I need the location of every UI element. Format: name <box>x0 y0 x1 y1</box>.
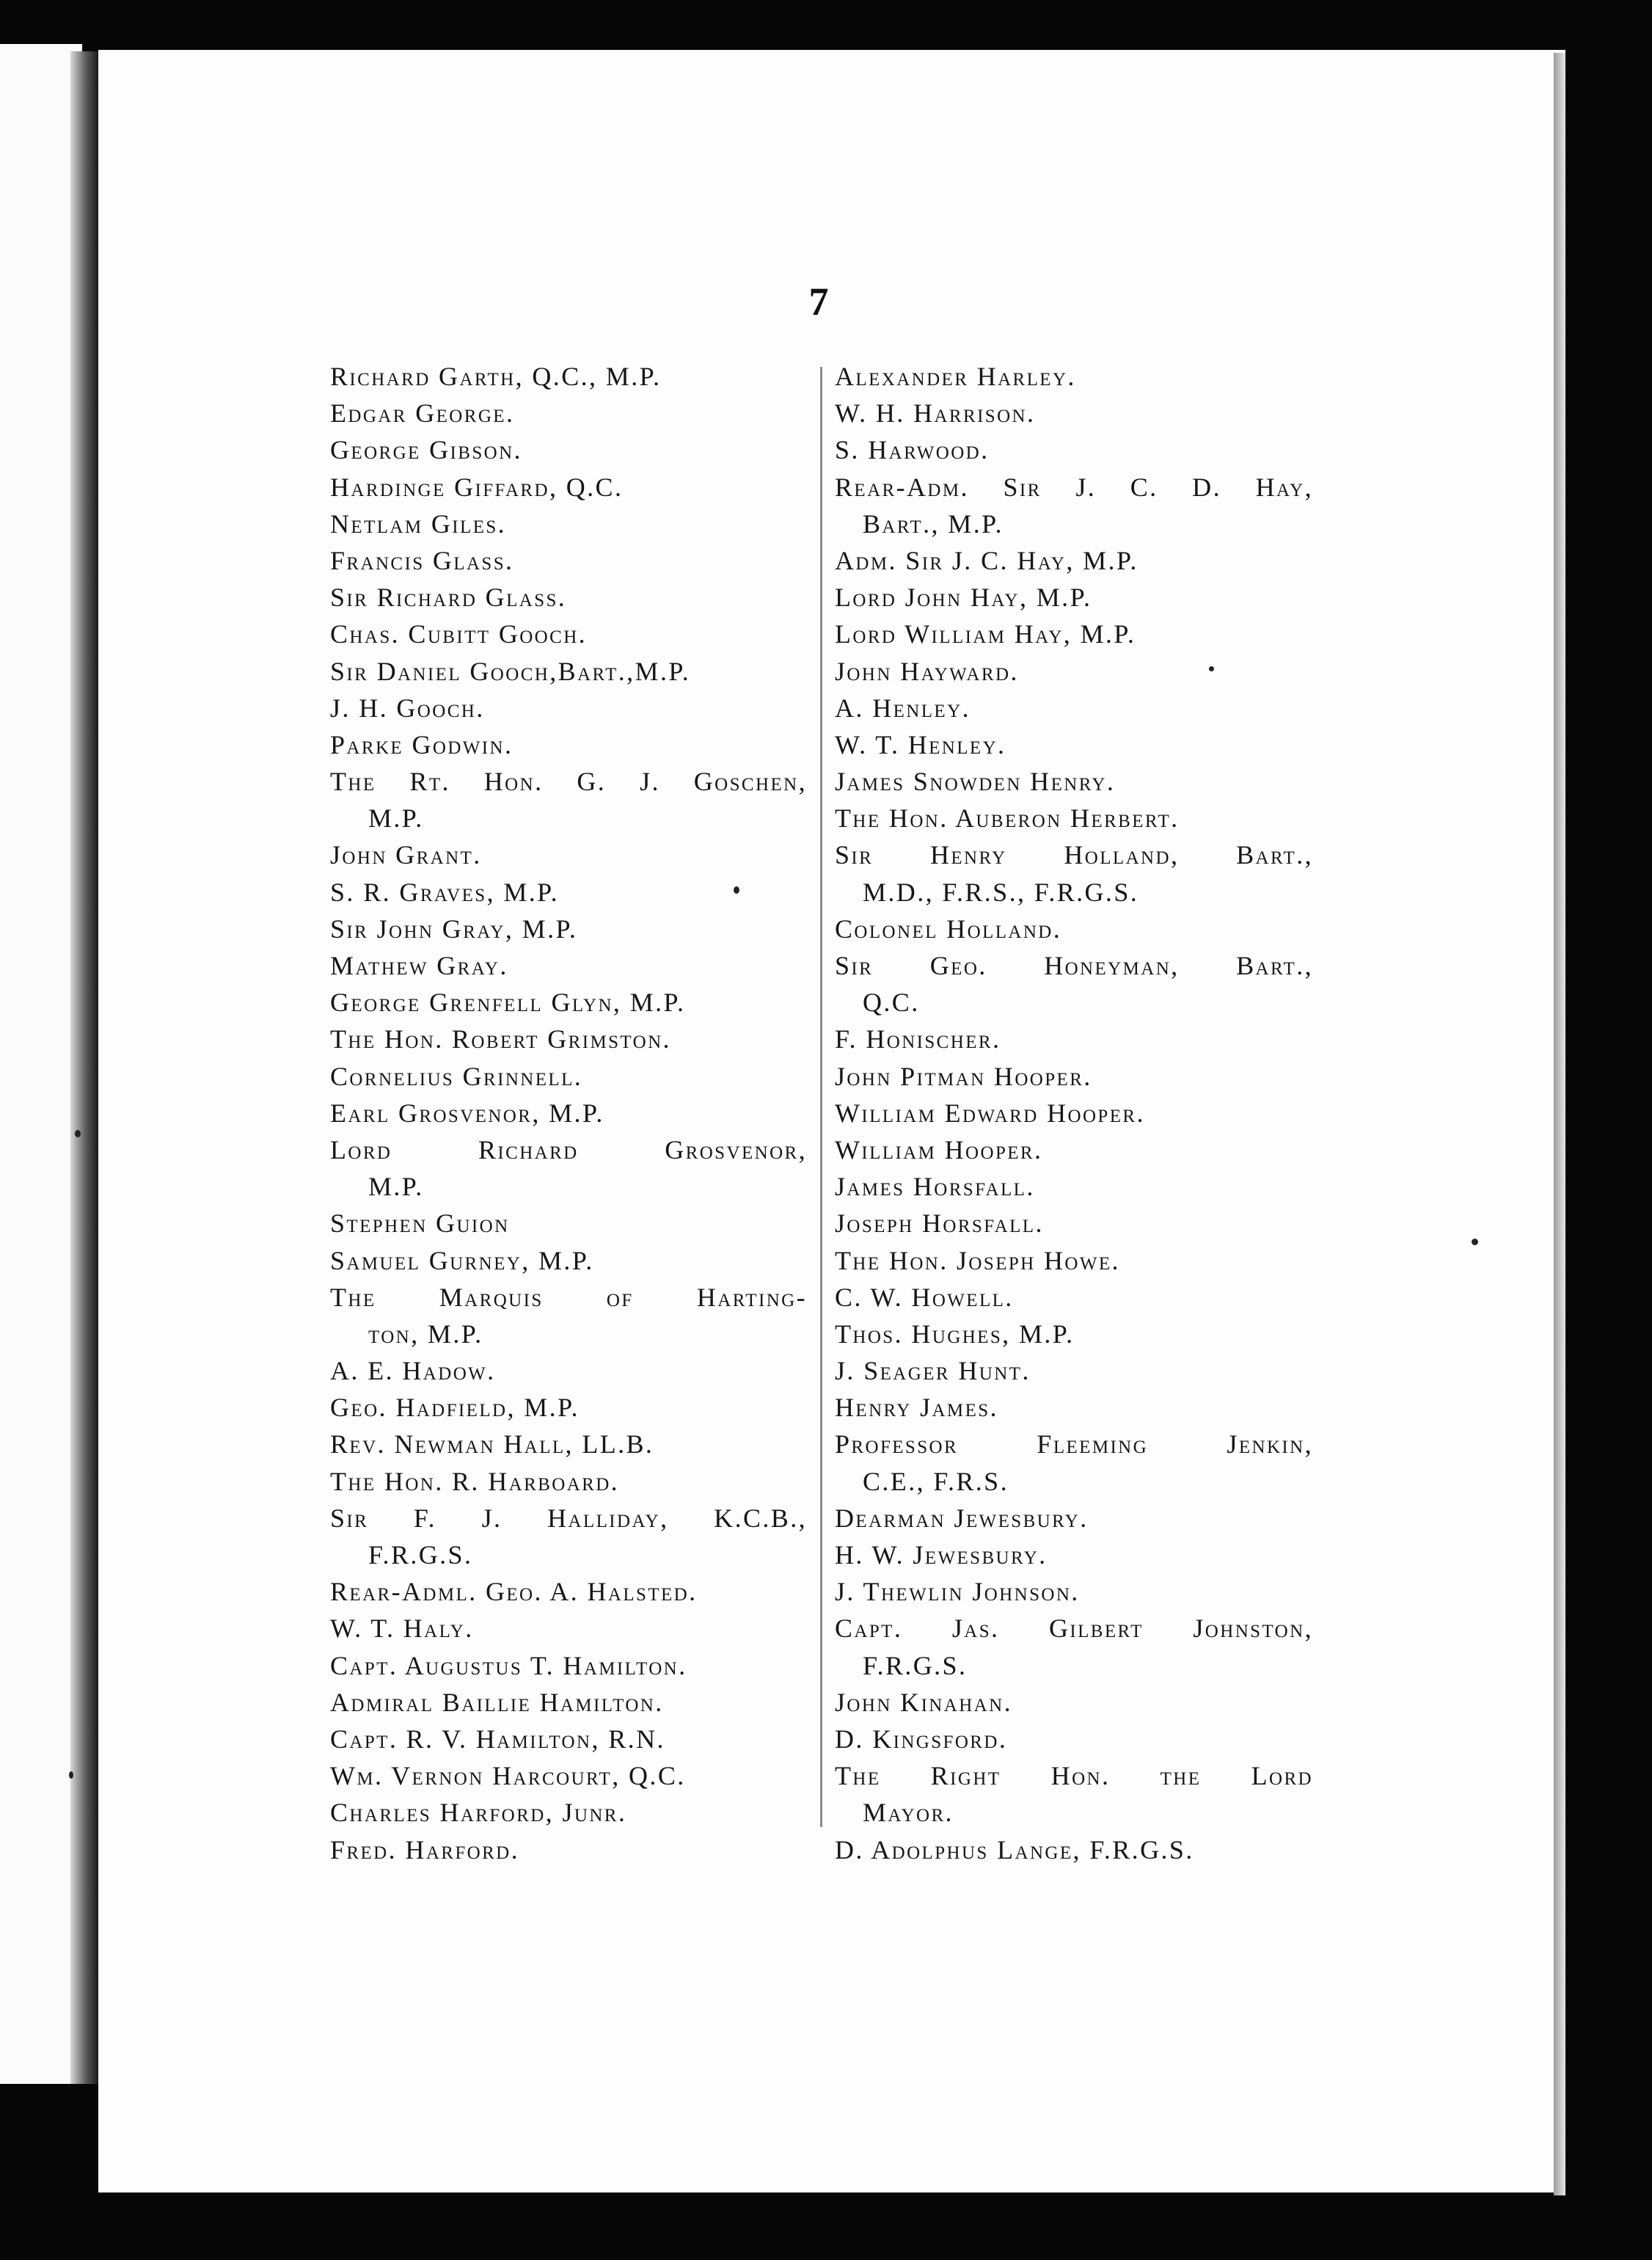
list-entry: Charles Harford, Junr. <box>330 1798 627 1828</box>
list-entry: Francis Glass. <box>330 545 514 575</box>
binding-shadow <box>70 51 98 2084</box>
subscriber-list-right-column <box>829 358 1313 1868</box>
list-entry: Sir Geo. Honeyman, Bart., <box>835 951 1313 980</box>
list-entry: Hardinge Giffard, Q.C. <box>330 472 624 502</box>
ink-speck <box>69 1771 73 1779</box>
list-entry: Rear-Adm. Sir J. C. D. Hay, <box>835 472 1313 502</box>
list-entry: Dearman Jewesbury. <box>835 1503 1089 1533</box>
list-entry: John Grant. <box>330 840 482 870</box>
list-entry: Thos. Hughes, M.P. <box>835 1319 1075 1349</box>
list-entry: John Hayward. <box>835 656 1019 686</box>
list-entry: Fred. Harford. <box>330 1834 520 1864</box>
list-entry: J. H. Gooch. <box>330 693 485 723</box>
list-entry: D. Kingsford. <box>835 1724 1008 1754</box>
list-entry: Chas. Cubitt Gooch. <box>330 619 588 649</box>
list-entry: Sir Daniel Gooch,Bart.,M.P. <box>330 656 691 686</box>
list-entry: Wm. Vernon Harcourt, Q.C. <box>330 1761 686 1791</box>
list-entry: Capt. R. V. Hamilton, R.N. <box>330 1724 665 1754</box>
list-entry-continuation: M.D., F.R.S., F.R.G.S. <box>863 877 1139 907</box>
list-entry: James Horsfall. <box>835 1172 1035 1202</box>
list-entry: Parke Godwin. <box>330 729 513 759</box>
list-entry: H. W. Jewesbury. <box>835 1540 1048 1570</box>
list-entry: Lord John Hay, M.P. <box>835 583 1092 613</box>
list-entry: The Marquis of Harting- <box>330 1282 807 1312</box>
list-entry-continuation: M.P. <box>368 1172 424 1202</box>
list-entry: W. H. Harrison. <box>835 398 1036 429</box>
list-entry: W. T. Haly. <box>330 1614 474 1644</box>
list-entry: D. Adolphus Lange, F.R.G.S. <box>835 1834 1194 1864</box>
list-entry: Edgar George. <box>330 398 515 429</box>
list-entry: Sir Henry Holland, Bart., <box>835 840 1313 870</box>
list-entry: Lord William Hay, M.P. <box>835 619 1136 649</box>
list-entry: James Snowden Henry. <box>835 767 1116 797</box>
list-entry: Capt. Jas. Gilbert Johnston, <box>835 1614 1313 1644</box>
list-entry: Richard Garth, Q.C., M.P. <box>330 362 662 391</box>
list-entry: The Hon. Auberon Herbert. <box>835 803 1180 834</box>
list-entry: A. Henley. <box>835 693 971 723</box>
list-entry: Cornelius Grinnell. <box>330 1061 583 1091</box>
list-entry: Sir Richard Glass. <box>330 583 567 613</box>
column-divider <box>820 367 822 1827</box>
list-entry: The Hon. R. Harboard. <box>330 1466 620 1496</box>
list-entry: S. R. Graves, M.P. <box>330 877 560 907</box>
ink-speck <box>1472 1239 1478 1245</box>
list-entry: Joseph Horsfall. <box>835 1209 1044 1239</box>
list-entry-continuation: ton, M.P. <box>368 1319 483 1349</box>
list-entry: George Grenfell Glyn, M.P. <box>330 988 686 1018</box>
list-entry: William Hooper. <box>835 1134 1043 1164</box>
list-entry: The Hon. Joseph Howe. <box>835 1245 1120 1275</box>
list-entry-continuation: Q.C. <box>863 988 920 1018</box>
list-entry: Colonel Holland. <box>835 914 1062 944</box>
list-entry-continuation: Bart., M.P. <box>863 508 1004 539</box>
list-entry: J. Seager Hunt. <box>835 1356 1031 1386</box>
ink-speck <box>1209 666 1214 671</box>
list-entry: W. T. Henley. <box>835 729 1006 759</box>
list-entry: Alexander Harley. <box>835 362 1076 391</box>
list-entry-continuation: C.E., F.R.S. <box>863 1466 1009 1496</box>
page-right-edge <box>1554 53 1565 2195</box>
page-number: 7 <box>808 280 829 324</box>
list-entry: F. Honischer. <box>835 1024 1001 1054</box>
ink-speck <box>75 1130 81 1137</box>
list-entry: Lord Richard Grosvenor, <box>330 1134 807 1164</box>
list-entry: Samuel Gurney, M.P. <box>330 1245 594 1275</box>
list-entry: Adm. Sir J. C. Hay, M.P. <box>835 545 1139 575</box>
list-entry-continuation: Mayor. <box>863 1798 954 1828</box>
list-entry-continuation: F.R.G.S. <box>863 1650 968 1680</box>
list-entry: J. Thewlin Johnson. <box>835 1577 1080 1607</box>
list-entry-continuation: M.P. <box>368 803 424 834</box>
list-entry: The Right Hon. the Lord <box>835 1761 1313 1791</box>
list-entry: C. W. Howell. <box>835 1282 1014 1312</box>
list-entry: S. Harwood. <box>835 435 990 465</box>
list-entry: The Hon. Robert Grimston. <box>330 1024 671 1054</box>
list-entry: Sir F. J. Halliday, K.C.B., <box>330 1503 807 1533</box>
list-entry: Rev. Newman Hall, LL.B. <box>330 1429 654 1459</box>
ink-speck <box>734 886 739 894</box>
list-entry: The Rt. Hon. G. J. Goschen, <box>330 767 807 797</box>
list-entry: A. E. Hadow. <box>330 1356 496 1386</box>
list-entry: William Edward Hooper. <box>835 1098 1145 1128</box>
list-entry: Capt. Augustus T. Hamilton. <box>330 1650 687 1680</box>
list-entry: John Kinahan. <box>835 1687 1012 1717</box>
list-entry: Sir John Gray, M.P. <box>330 914 578 944</box>
list-entry: Rear-Adml. Geo. A. Halsted. <box>330 1577 698 1607</box>
list-entry: Henry James. <box>835 1393 998 1423</box>
list-entry: Admiral Baillie Hamilton. <box>330 1687 664 1717</box>
list-entry: Mathew Gray. <box>330 951 508 980</box>
list-entry: Stephen Guion <box>330 1209 510 1239</box>
list-entry: Geo. Hadfield, M.P. <box>330 1393 580 1423</box>
list-entry: Netlam Giles. <box>330 508 507 539</box>
list-entry: Earl Grosvenor, M.P. <box>330 1098 604 1128</box>
subscriber-list-left-column <box>330 358 807 1868</box>
list-entry-continuation: F.R.G.S. <box>368 1540 473 1570</box>
list-entry: John Pitman Hooper. <box>835 1061 1092 1091</box>
list-entry: George Gibson. <box>330 435 522 465</box>
list-entry: Professor Fleeming Jenkin, <box>835 1429 1313 1459</box>
